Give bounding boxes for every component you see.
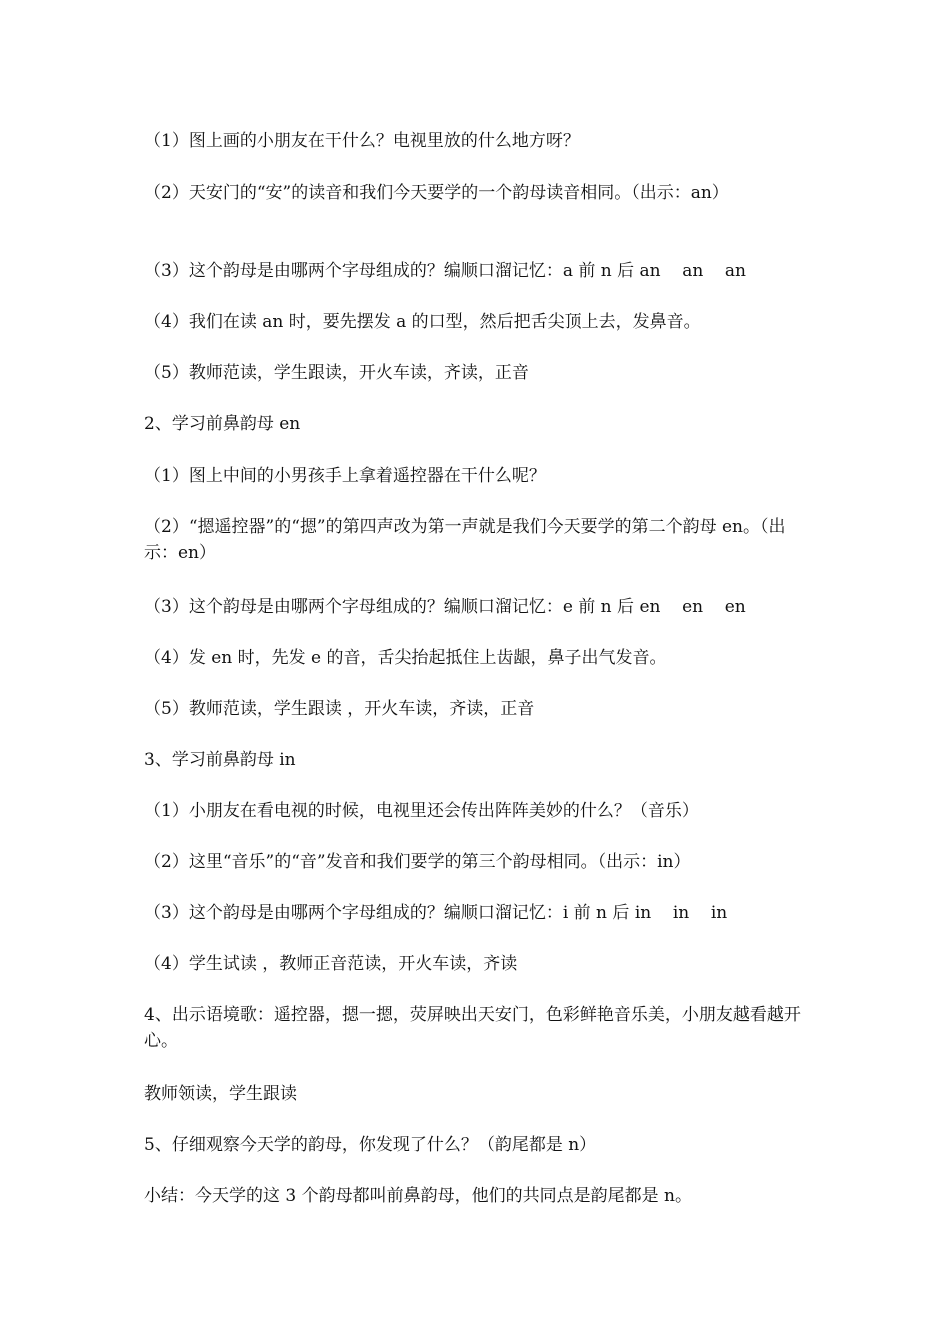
- section-heading-4: 4、出示语境歌：遥控器，摁一摁，荧屏映出天安门，色彩鲜艳音乐美，小朋友越看越开心。: [144, 1005, 801, 1051]
- paragraph-14: （4）学生试读 ，教师正音范读，开火车读，齐读: [144, 954, 518, 974]
- paragraph-12: （2）这里“音乐”的“音”发音和我们要学的第三个韵母相同。（出示：in）: [144, 852, 691, 872]
- paragraph-10: （5）教师范读，学生跟读 ，开火车读，齐读，正音: [144, 699, 535, 719]
- summary-paragraph: 小结：今天学的这 3 个韵母都叫前鼻韵母，他们的共同点是韵尾都是 n。: [144, 1186, 692, 1206]
- paragraph-9: （4）发 en 时，先发 e 的音，舌尖抬起抵住上齿龈，鼻子出气发音。: [144, 648, 667, 668]
- paragraph-5: （5）教师范读，学生跟读，开火车读，齐读，正音: [144, 363, 529, 383]
- paragraph-13: （3）这个韵母是由哪两个字母组成的？编顺口溜记忆：i 前 n 后 in in in: [144, 903, 728, 923]
- paragraph-6: （1）图上中间的小男孩手上拿着遥控器在干什么呢？: [144, 466, 546, 486]
- section-heading-5: 5、仔细观察今天学的韵母，你发现了什么？（韵尾都是 n）: [144, 1135, 597, 1155]
- paragraph-4: （4）我们在读 an 时，要先摆发 a 的口型，然后把舌尖顶上去，发鼻音。: [144, 312, 701, 332]
- paragraph-7: （2）“摁遥控器”的“摁”的第四声改为第一声就是我们今天要学的第二个韵母 en。（出示：en）: [144, 517, 786, 563]
- paragraph-2: （2）天安门的“安”的读音和我们今天要学的一个韵母读音相同。（出示：an）: [144, 183, 729, 203]
- paragraph-11: （1）小朋友在看电视的时候，电视里还会传出阵阵美妙的什么？（音乐）: [144, 801, 699, 821]
- paragraph-15: 教师领读，学生跟读: [144, 1084, 297, 1104]
- section-heading-2: 2、学习前鼻韵母 en: [144, 414, 301, 434]
- paragraph-1: （1）图上画的小朋友在干什么？电视里放的什么地方呀？: [144, 131, 580, 151]
- section-heading-3: 3、学习前鼻韵母 in: [144, 750, 296, 770]
- paragraph-8: （3）这个韵母是由哪两个字母组成的？编顺口溜记忆：e 前 n 后 en en en: [144, 597, 746, 617]
- paragraph-3: （3）这个韵母是由哪两个字母组成的？编顺口溜记忆：a 前 n 后 an an an: [144, 261, 746, 281]
